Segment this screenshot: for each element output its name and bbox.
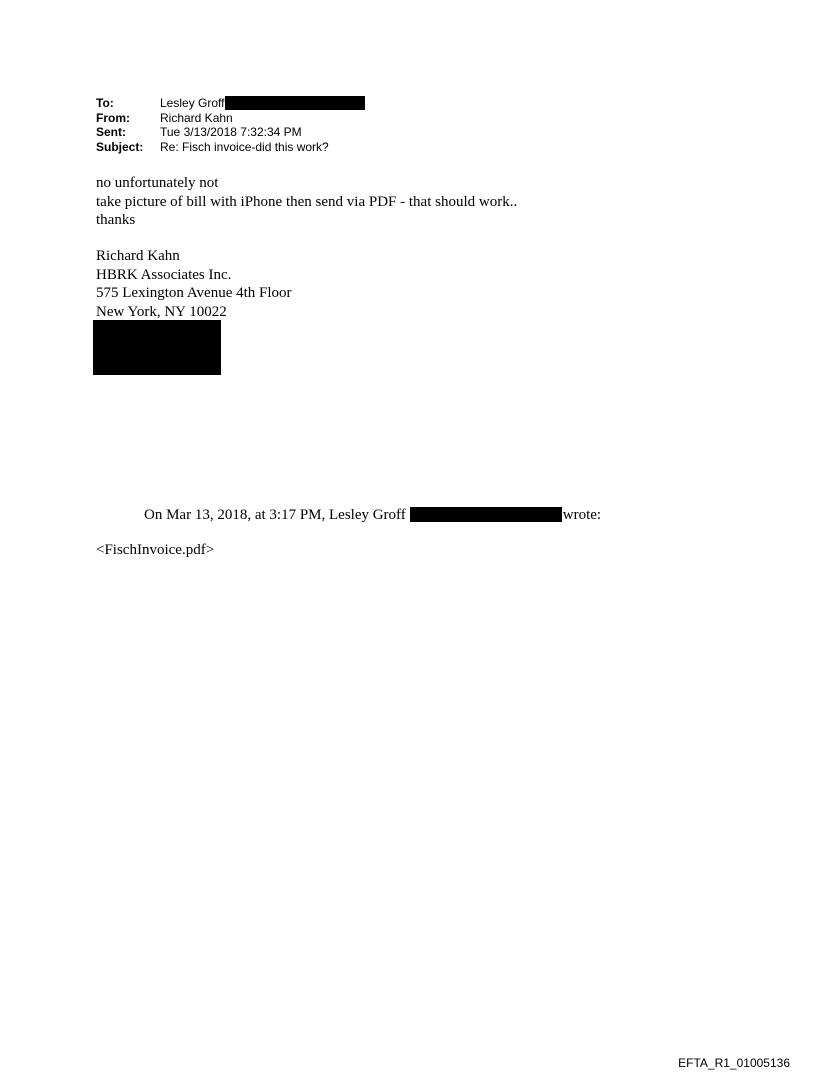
document-id: EFTA_R1_01005136 bbox=[678, 1056, 790, 1070]
quoted-intro bbox=[144, 506, 601, 525]
quoted-intro-suffix: wrote: bbox=[562, 507, 602, 523]
redaction-box bbox=[93, 320, 221, 375]
to-name: Lesley Groff bbox=[160, 96, 225, 110]
email-body bbox=[96, 174, 517, 230]
signature-block bbox=[96, 247, 292, 321]
body-line: thanks bbox=[96, 212, 136, 228]
from-value: Richard Kahn bbox=[160, 110, 233, 125]
signature-name: Richard Kahn bbox=[96, 248, 180, 264]
subject-label: Subject: bbox=[96, 139, 144, 154]
from-label: From: bbox=[96, 110, 130, 125]
to-label: To: bbox=[96, 96, 114, 110]
body-line: take picture of bill with iPhone then send via PDF - that should work.. bbox=[96, 193, 518, 210]
quoted-intro-prefix: On Mar 13, 2018, at 3:17 PM, Lesley Groff bbox=[144, 507, 406, 523]
subject-value: Re: Fisch invoice-did this work? bbox=[160, 139, 329, 154]
redaction-box bbox=[225, 96, 365, 110]
sent-label: Sent: bbox=[96, 125, 126, 139]
attachment-reference: <FischInvoice.pdf> bbox=[96, 542, 215, 558]
redaction-box bbox=[410, 507, 562, 522]
signature-address: 575 Lexington Avenue 4th Floor bbox=[96, 285, 292, 301]
signature-city: New York, NY 10022 bbox=[96, 303, 227, 320]
body-line: no unfortunately not bbox=[96, 175, 219, 191]
to-value bbox=[160, 96, 365, 111]
sent-value: Tue 3/13/2018 7:32:34 PM bbox=[160, 125, 302, 139]
signature-company: HBRK Associates Inc. bbox=[96, 266, 232, 283]
